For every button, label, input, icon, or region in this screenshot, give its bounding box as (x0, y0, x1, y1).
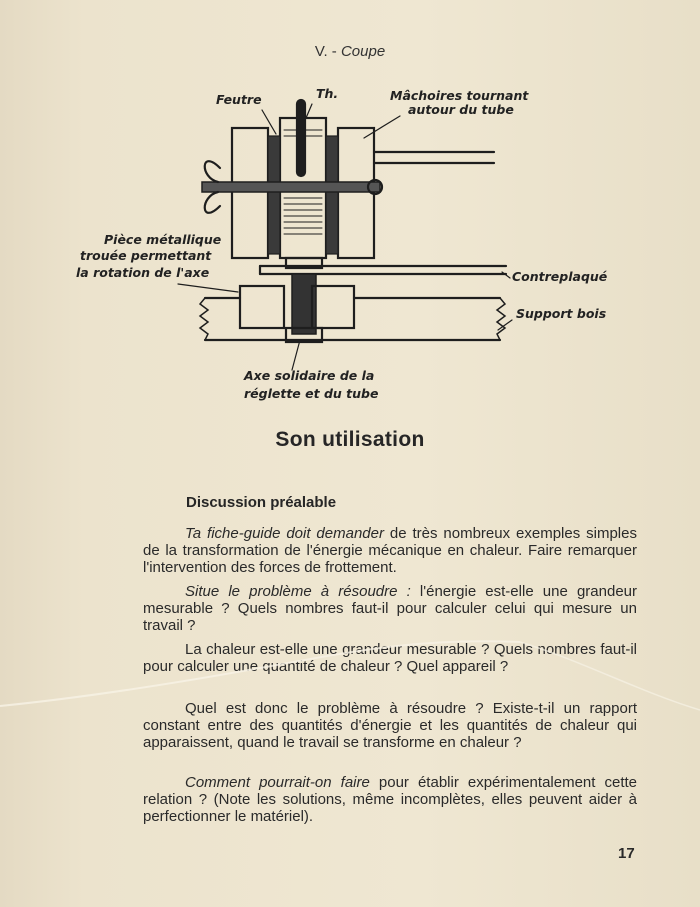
paragraph-2 (143, 583, 637, 634)
subheading: Discussion préalable (186, 494, 337, 511)
label-axe-line1: Axe solidaire de la (244, 368, 375, 383)
label-piece-line1: Pièce métallique (104, 232, 222, 247)
paragraph-1-text: de très nombreux exemples simples de la transformation de l'énergie mécanique en chaleur. Faire remarquer l'intervention des forces de frottement. (143, 525, 637, 576)
cross-section-diagram (70, 78, 630, 413)
paragraph-2-text: l'énergie est-elle une grandeur mesurable ? Quels nombres faut-il pour calculer celui qui mesure un travail ? (143, 583, 637, 634)
label-th: Th. (316, 86, 339, 101)
paragraph-3-text: La chaleur est-elle une grandeur mesurable ? Quels nombres faut-il pour calculer une quantité de chaleur ? Quel appareil ? (143, 641, 637, 675)
label-piece-line3: la rotation de l'axe (76, 265, 210, 280)
label-machoires-line1: Mâchoires tournant (390, 88, 529, 103)
label-axe-line2: réglette et du tube (244, 386, 379, 401)
label-machoires-line2: autour du tube (408, 102, 514, 117)
felt-left (268, 136, 280, 254)
paragraph-5-lead: Comment pourrait-on faire (185, 774, 370, 791)
screw-bolt (202, 182, 380, 192)
paragraph-1-lead: Ta fiche-guide doit demander (185, 525, 384, 542)
right-jaw-block (338, 128, 374, 258)
paragraph-1 (143, 525, 637, 576)
felt-right (326, 136, 338, 254)
section-number: V. - (314, 43, 337, 60)
paragraph-4-text: Quel est donc le problème à résoudre ? Existe-t-il un rapport constant entre des quantités d'énergie et les quantités de chaleur qui apparaissent, quand le travail se transforme en chaleur ? (143, 700, 637, 751)
thermometer (297, 100, 305, 176)
paragraph-5-text: pour établir expérimentalement cette relation ? (Note les solutions, même incomplètes, elles peuvent aider à perfectionner le matériel). (143, 774, 637, 825)
section-label: Coupe (340, 43, 386, 60)
left-jaw-block (232, 128, 268, 258)
paragraph-2-lead: Situe le problème à résoudre : (185, 583, 411, 600)
label-support-bois: Support bois (516, 306, 607, 321)
section-heading (0, 43, 700, 60)
page-title: Son utilisation (275, 428, 425, 451)
paragraph-3 (143, 641, 637, 675)
label-piece-line2: trouée permettant (80, 248, 212, 263)
label-feutre: Feutre (216, 92, 262, 107)
page-number: 17 (618, 845, 635, 862)
paragraph-4 (143, 700, 637, 751)
label-contreplaque: Contreplaqué (512, 269, 608, 284)
paragraph-5 (143, 774, 637, 825)
